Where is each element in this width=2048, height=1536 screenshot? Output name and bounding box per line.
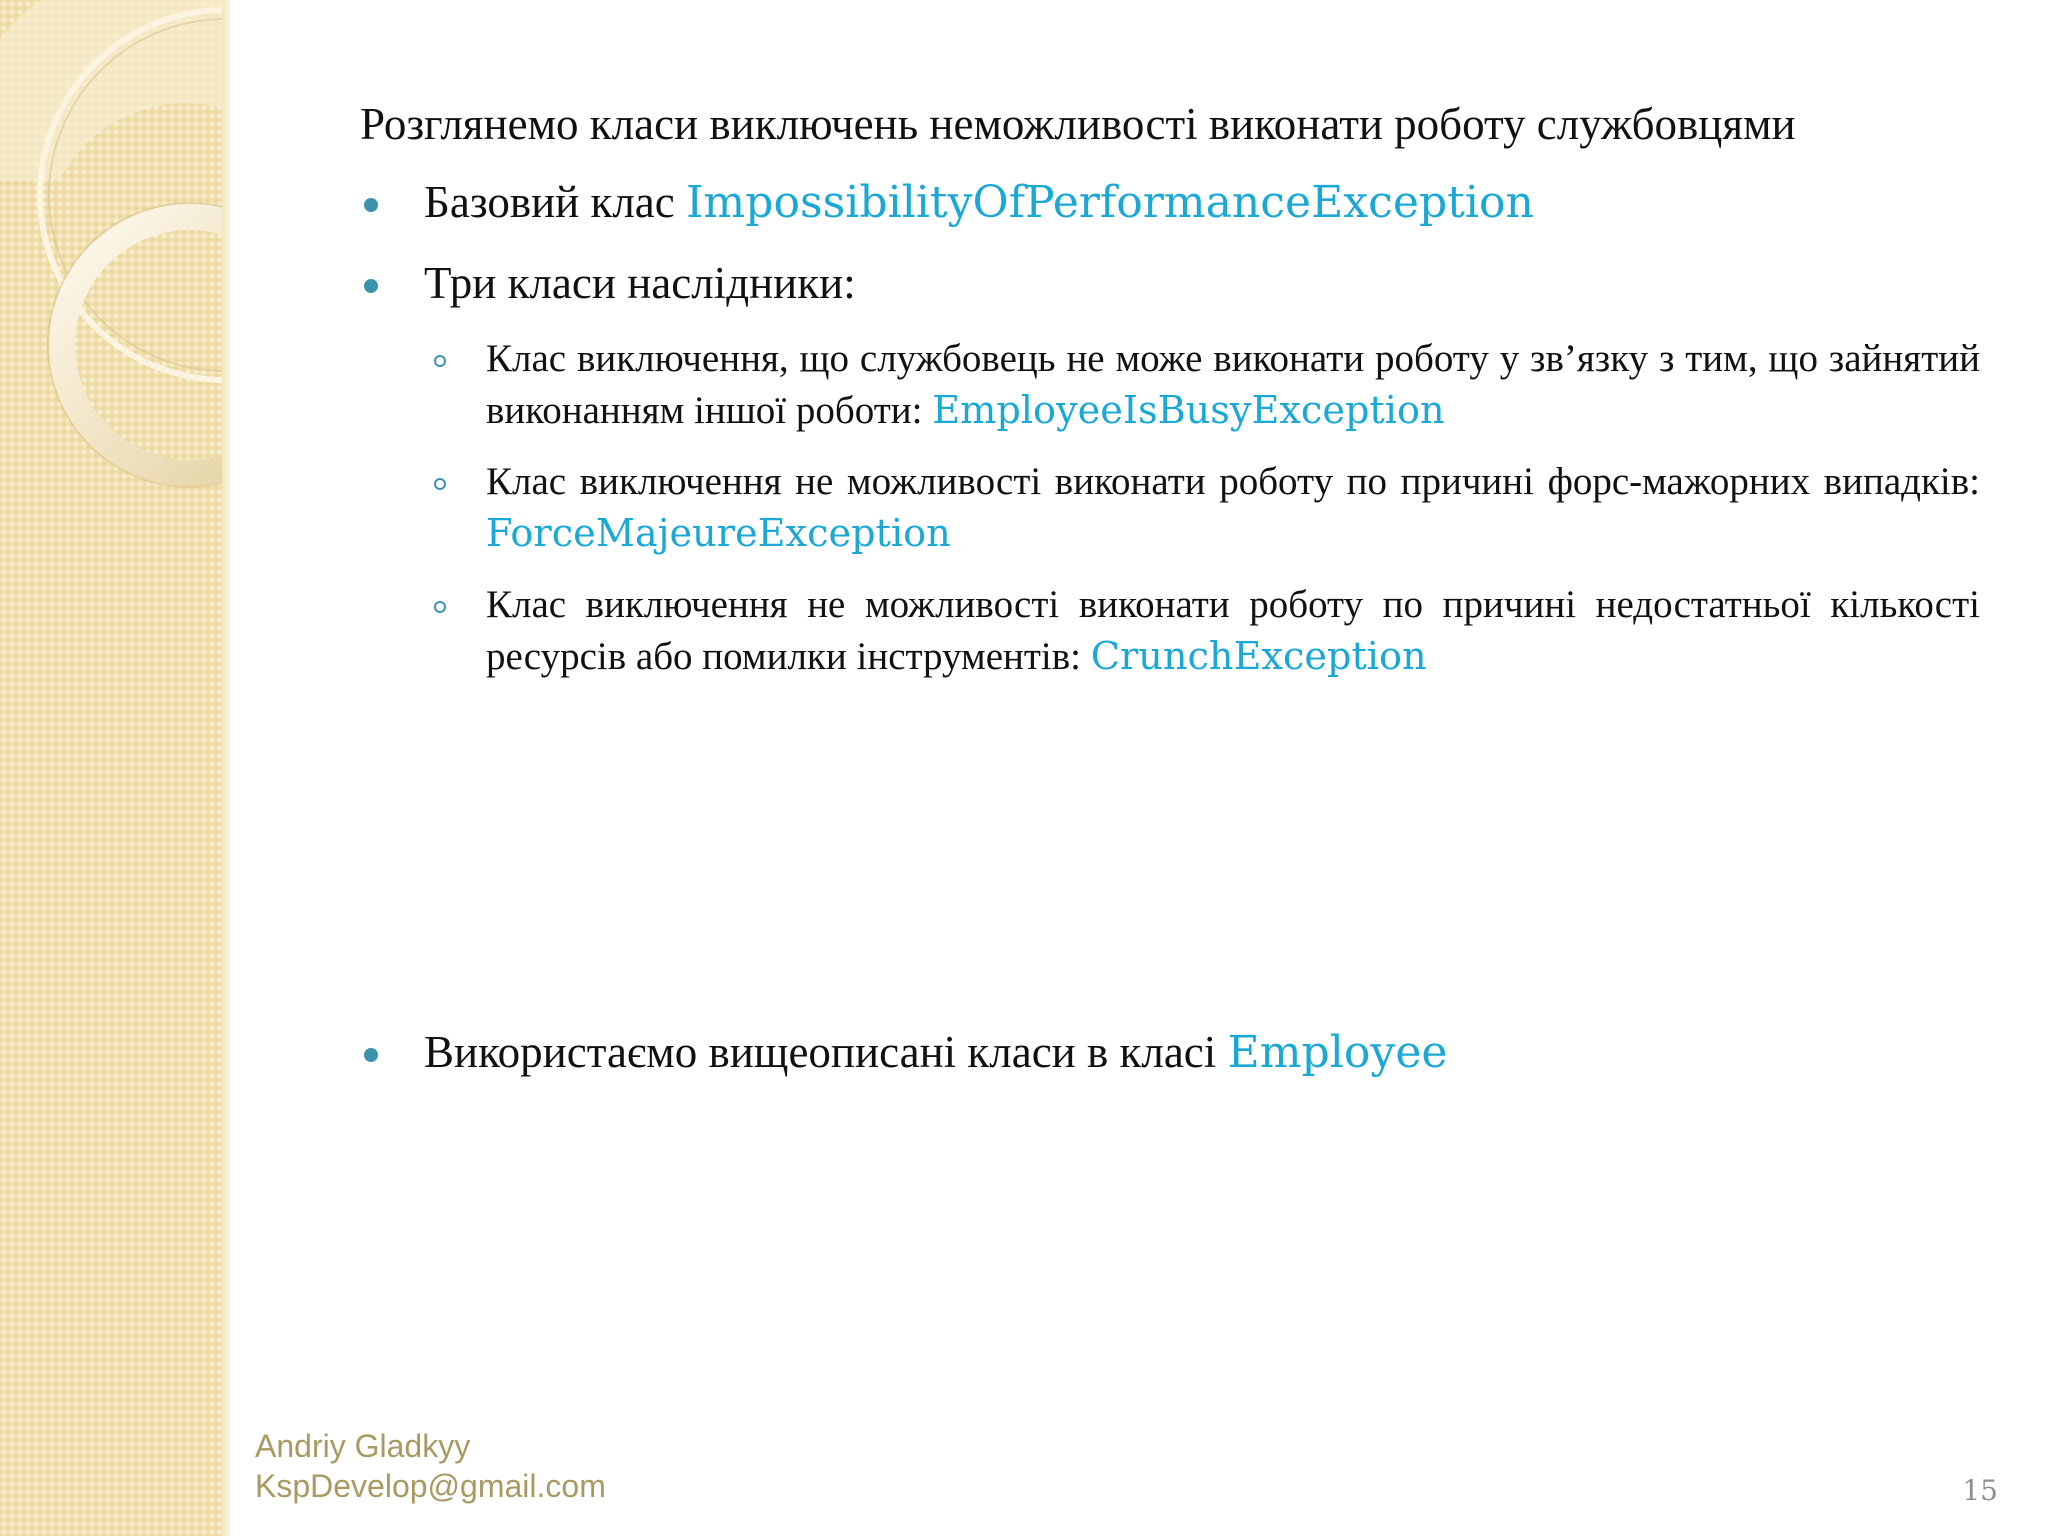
thick-ring [62, 217, 228, 473]
class-name-base: ImpossibilityOfPerformanceException [686, 177, 1534, 228]
class-name-force-majeure: ForceMajeureException [486, 512, 951, 556]
author-email: KspDevelop@gmail.com [255, 1468, 606, 1504]
bullet-dot [364, 279, 378, 293]
class-name-employee: Employee [1227, 1027, 1448, 1078]
bullet-text: Використаємо вищеописані класи в класі [424, 1027, 1228, 1077]
subitem-text: Клас виключення не можливості виконати роботу по причині недостатньої кількості ресурсів або помилки інструментів: [486, 583, 1980, 678]
author-credit [255, 1426, 606, 1506]
side-band-edge [222, 0, 230, 1536]
subitem-crunch-exception [360, 579, 1980, 683]
subitem-force-majeure-exception [360, 456, 1980, 560]
slide-content [360, 94, 1980, 702]
bullet-usage [360, 1022, 2044, 1083]
bullet-dot [364, 198, 378, 212]
sub-bullet-ring [434, 478, 446, 490]
author-name: Andriy Gladkyy [255, 1428, 471, 1464]
class-name-busy: EmployeeIsBusyException [932, 389, 1445, 433]
bullet-dot [364, 1048, 378, 1062]
decorative-rings [0, 0, 228, 600]
bullet-base-class [360, 172, 1980, 233]
decorative-side-band [0, 0, 228, 1536]
subitem-busy-exception [360, 333, 1980, 437]
sub-bullet-ring [434, 355, 446, 367]
bullet-text: Базовий клас [424, 177, 687, 227]
intro-paragraph: Розглянемо класи виключень неможливості виконати роботу службовцями [360, 99, 1796, 149]
bullet-text: Три класи наслідники: [424, 258, 856, 308]
subitem-text: Клас виключення не можливості виконати роботу по причині форс-мажорних випадків: [486, 460, 1980, 503]
bullet-derived-classes [360, 253, 1980, 313]
subitem-text: Клас виключення, що службовець не може виконати роботу у зв’язку з тим, що зайнятий виконанням іншої роботи: [486, 337, 1980, 432]
sub-bullet-ring [434, 601, 446, 613]
page-number: 15 [1962, 1474, 1998, 1507]
class-name-crunch: CrunchException [1090, 635, 1427, 679]
corner-highlight [0, 0, 228, 180]
